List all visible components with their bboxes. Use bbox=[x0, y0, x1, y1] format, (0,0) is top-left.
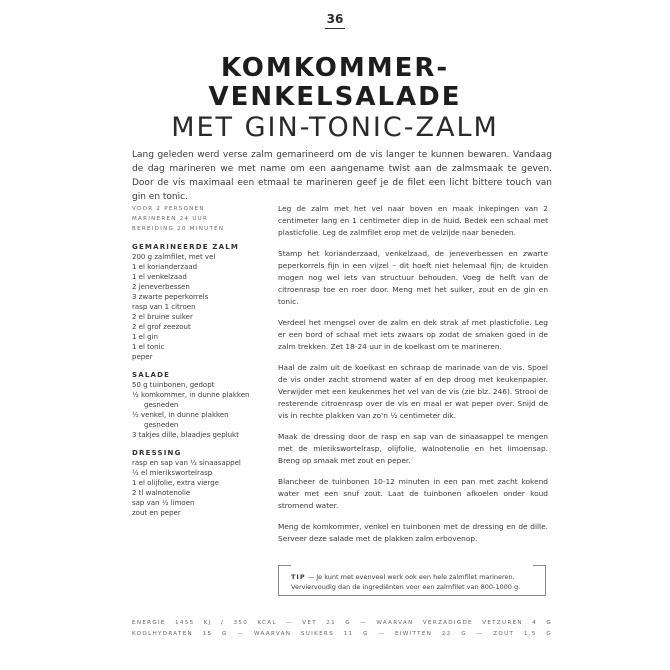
ingredient-item: 1 el gin bbox=[132, 333, 158, 341]
nutrition-row-1: ENERGIE 1455 KJ / 350 KCAL — VET 21 G — WAARVAN VERZADIGDE VETZUREN 4 G bbox=[132, 620, 552, 626]
tip-box bbox=[278, 565, 546, 596]
ingredient-item: rasp en sap van ½ sinaasappel bbox=[132, 459, 241, 467]
ingredient-item: 2 el bruine suiker bbox=[132, 313, 193, 321]
subtitle: MET GIN-TONIC-ZALM bbox=[171, 112, 499, 143]
recipe-title bbox=[0, 54, 670, 144]
section-heading: GEMARINEERDE ZALM bbox=[132, 243, 240, 251]
method-step: Haal de zalm uit de koelkast en schraap de marinade van de vis. Spoel de vis onder zacht stromend water af en dep droog met keukenpapier. Verwijder met een keukenmes het vel van de vis (zie blz. 246). Strooi de resterende citroenrasp over de vis en maal er wat peper over. Snijd de vis in rechte plakken van zo'n ½ centimeter dik. bbox=[278, 363, 548, 420]
ingredient-item: zout en peper bbox=[132, 509, 181, 517]
method-step: Blancheer de tuinbonen 10-12 minuten in een pan met zacht kokend water met een snuf zout. Laat de tuinbonen afkoelen onder koud stromend water. bbox=[278, 477, 548, 510]
ingredient-item: 3 takjes dille, blaadjes geplukt bbox=[132, 431, 239, 439]
section-heading: SALADE bbox=[132, 371, 171, 379]
marinating-time: MARINEREN 24 UUR bbox=[132, 216, 209, 222]
ingredient-item: 2 el grof zeezout bbox=[132, 323, 191, 331]
intro-paragraph: Lang geleden werd verse zalm gemarineerd om de vis langer te kunnen bewaren. Vandaag de dag marineren we met name om een aangename twist aan de zalmsmaak te geven. Door de vis maximaal een etmaal te marineren geef je de filet een licht bittere touch van gin en tonic. bbox=[132, 150, 552, 202]
nutrition-row-2: KOOLHYDRATEN 15 G — WAARVAN SUIKERS 11 G — EIWITTEN 22 G — ZOUT 1,5 G bbox=[132, 631, 552, 637]
preparation-time: BEREIDING 20 MINUTEN bbox=[132, 226, 225, 232]
ingredient-item: 2 tl walnotenolie bbox=[132, 489, 191, 497]
meta-info bbox=[132, 204, 262, 234]
nutrition-footer bbox=[132, 618, 552, 640]
ingredients-column bbox=[132, 204, 262, 518]
title-line-1: KOMKOMMER- bbox=[220, 53, 450, 83]
ingredient-item: sap van ½ limoen bbox=[132, 499, 195, 507]
title-line-2: VENKELSALADE bbox=[208, 82, 462, 112]
method-step: Meng de komkommer, venkel en tuinbonen met de dressing en de dille. Serveer deze salade met de plakken zalm erbovenop. bbox=[278, 522, 548, 543]
ingredient-item: ½ venkel, in dunne plakken bbox=[132, 411, 229, 419]
ingredient-item: gesneden bbox=[144, 401, 179, 409]
ingredient-item: rasp van 1 citroen bbox=[132, 303, 196, 311]
page-number: 36 bbox=[0, 12, 670, 29]
ingredient-item: 1 el venkelzaad bbox=[132, 273, 187, 281]
ingredient-item: 1 el olijfolie, extra vierge bbox=[132, 479, 220, 487]
ingredient-item: 3 zwarte peperkorrels bbox=[132, 293, 209, 301]
method-step: Verdeel het mengsel over de zalm en dek strak af met plasticfolie. Leg er een bord of schaal met iets zwaars op zodat de smaken goed in de zalm trekken. Zet 18-24 uur in de koelkast om te marineren. bbox=[278, 318, 548, 351]
ingredient-item: ½ el mierikswortelrasp bbox=[132, 469, 213, 477]
ingredient-item: 2 jeneverbessen bbox=[132, 283, 190, 291]
section-heading: DRESSING bbox=[132, 449, 182, 457]
method-step: Stamp het korianderzaad, venkelzaad, de jeneverbessen en zwarte peperkorrels fijn in een vijzel – dit hoeft niet helemaal fijn; de kruiden mogen nog wel iets van structuur behouden. Voeg de helft van de citroenrasp toe en roer door. Meng met het suiker, zout en de gin en tonic. bbox=[278, 249, 548, 306]
method-step: Maak de dressing door de rasp en sap van de sinaasappel te mengen met de mierikswortelrasp, olijfolie, walnotenolie en het limoensap. Breng op smaak met zout en peper. bbox=[278, 432, 548, 465]
ingredient-sections bbox=[132, 242, 262, 518]
ingredient-item: 200 g zalmfilet, met vel bbox=[132, 253, 216, 261]
servings: VOOR 2 PERSONEN bbox=[132, 206, 205, 212]
ingredient-item: 50 g tuinbonen, gedopt bbox=[132, 381, 215, 389]
method-column bbox=[278, 203, 548, 554]
ingredient-item: ½ komkommer, in dunne plakken bbox=[132, 391, 250, 399]
method-step: Leg de zalm met het vel naar boven en maak inkepingen van 2 centimeter lang en 1 centimeter diep in de huid. Bedek een schaal met plasticfolie. Leg de zalmfilet erop met de velzijde naar beneden. bbox=[278, 204, 548, 237]
ingredient-item: 1 el korianderzaad bbox=[132, 263, 198, 271]
tip-body: — Je kunt met evenveel werk ook een hele zalmfilet marineren. Verviervoudig dan de ingrediënten voor een zalmfilet van 800-1000 g. bbox=[291, 573, 521, 591]
tip-text bbox=[291, 572, 539, 592]
tip-label: TIP bbox=[291, 573, 306, 581]
ingredient-item: peper bbox=[132, 353, 153, 361]
ingredient-item: 1 el tonic bbox=[132, 343, 165, 351]
ingredient-item: gesneden bbox=[144, 421, 179, 429]
